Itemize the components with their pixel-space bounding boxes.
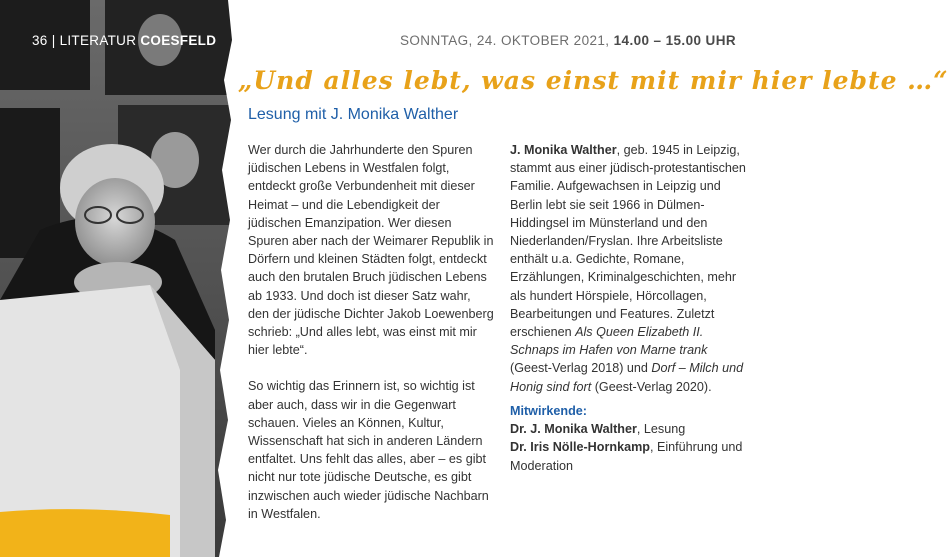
intro-column xyxy=(248,141,494,541)
credit-person-1: Dr. J. Monika Walther xyxy=(510,422,637,437)
credits-heading: Mitwirkende: xyxy=(510,404,587,418)
credit-person-2: Dr. Iris Nölle-Hornkamp xyxy=(510,440,650,455)
credits-block xyxy=(510,402,760,475)
credit-role-1: , Lesung xyxy=(636,422,686,437)
author-name: J. Monika Walther xyxy=(510,143,617,157)
credit-role-2: , Einführung und Moderation xyxy=(510,440,743,473)
author-photo xyxy=(0,0,240,557)
bio-text-2: (Geest-Verlag 2018) und xyxy=(510,361,652,376)
bio-paragraph xyxy=(510,141,750,396)
bio-text-1: , geb. 1945 in Leipzig, stammt aus einer jüdisch-protestantischen Familie. Aufgewachsen in Leipzig und Berlin lebt sie seit 1966 in Dülmen-Hiddingsel im Münsterland und den Niederlanden/Fryslan. Ihre Arbeitsliste enthält u.a. Gedichte, Romane, Erzählungen, Kriminalgeschichten, mehr als hundert Hörspiele, Hörcollagen, Bearbeitungen und Features. Zuletzt erschienen xyxy=(510,143,746,340)
event-time: 14.00 – 15.00 UHR xyxy=(613,33,736,48)
intro-paragraph-2: So wichtig das Erinnern ist, so wichtig ist aber auch, dass wir in die Gegenwart schauen. Vieles an Können, Kultur, Wissenschaft hat sich in anderen Ländern entfaltet. Uns fehlt das alles, aber – es gibt nicht nur tote jüdische Deutsche, es gibt inzwischen auch wieder jüdische Nachbarn in Westfalen. xyxy=(248,379,489,521)
section-prefix: LITERATUR xyxy=(59,33,137,48)
section-name: COESFELD xyxy=(140,33,217,48)
book-title-2: Dorf – Milch und Honig sind fort xyxy=(510,361,744,394)
page-subtitle: Lesung mit J. Monika Walther xyxy=(248,106,459,123)
header-separator: | xyxy=(51,33,56,48)
running-header-right xyxy=(400,33,736,48)
page-number: 36 xyxy=(32,33,48,48)
page-title: „Und alles lebt, was einst mit mir hier lebte …“ xyxy=(238,66,949,95)
event-date: SONNTAG, 24. OKTOBER 2021, xyxy=(399,33,610,48)
running-header-left xyxy=(32,33,216,48)
bio-column xyxy=(510,141,750,414)
credit-line-2 xyxy=(510,438,760,474)
credit-line-1 xyxy=(510,420,760,438)
book-title-1: Als Queen Elizabeth II. Schnaps im Hafen von Marne trank xyxy=(510,325,708,358)
bio-text-3: (Geest-Verlag 2020). xyxy=(591,379,712,394)
intro-paragraph-1: Wer durch die Jahrhunderte den Spuren jüdischen Lebens in Westfalen folgt, entdeckt große Verbundenheit mit dieser Heimat – und die Lebendigkeit der jüdischen Emanzipation. Wer diesen Spuren aber nach der Weimarer Republik in Dörfern und kleinen Städten folgt, entdeckt auch den brutalen Bruch jüdischen Lebens ab 1933. Und doch ist dieser Satz wahr, den der jüdische Dichter Jakob Loewenberg schrieb: „Und alles lebt, was einst mit mir hier lebte“. xyxy=(248,143,494,358)
